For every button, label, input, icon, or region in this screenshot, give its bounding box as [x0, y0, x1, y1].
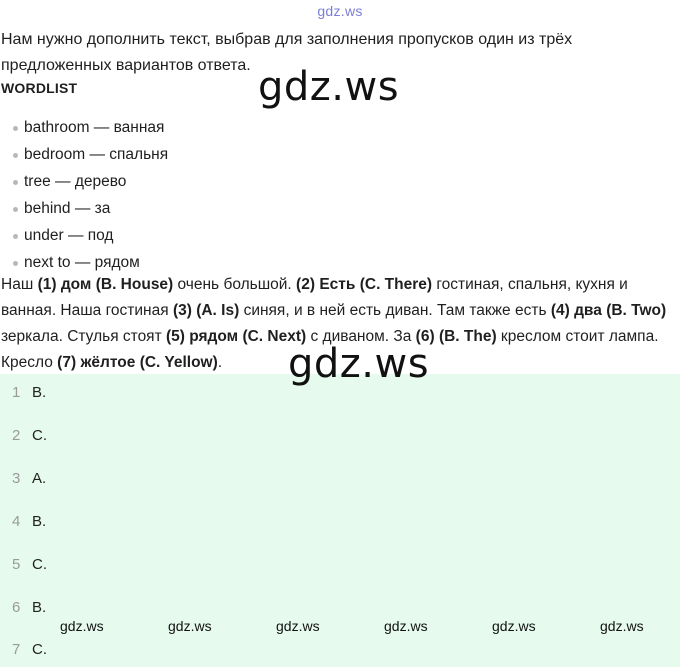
story-text: гостиная, спальня, кухня и ванная. Наша гостиная	[1, 276, 628, 319]
watermark-small: gdz.ws	[276, 618, 320, 634]
wordlist-heading: WORDLIST	[1, 80, 78, 96]
wordlist-item-text: bathroom — ванная	[24, 119, 165, 136]
story-text: Наш	[1, 276, 38, 293]
wordlist-item	[0, 141, 168, 168]
bullet-icon	[13, 234, 18, 239]
story-text: синяя, и в ней есть диван. Там также есть	[239, 302, 551, 319]
answer-value: C.	[32, 427, 47, 444]
gap-option: (B. House)	[95, 276, 174, 293]
gap-option: (B. The)	[438, 328, 497, 345]
story-text: .	[217, 354, 223, 371]
intro-text: Нам нужно дополнить текст, выбрав для заполнения пропусков один из трёх предложенных вариантов ответа.	[1, 31, 573, 74]
bullet-icon	[13, 180, 18, 185]
answer-value: B.	[32, 599, 47, 616]
wordlist-item-text: behind — за	[24, 200, 111, 217]
wordlist-item	[0, 195, 168, 222]
answer-value: C.	[32, 556, 47, 573]
gap-answer: Есть	[319, 276, 356, 293]
wordlist-item	[0, 168, 168, 195]
answer-number: 7	[12, 641, 21, 658]
answer-number: 1	[12, 384, 21, 401]
gap-number: (5)	[165, 328, 185, 345]
wordlist-item	[0, 222, 168, 249]
gap-option: (B. Two)	[606, 302, 667, 319]
story-text: очень большой.	[173, 276, 297, 293]
answer-number: 5	[12, 556, 21, 573]
answer-value: C.	[32, 641, 47, 658]
bullet-icon	[13, 261, 18, 266]
answer-number: 2	[12, 427, 21, 444]
watermark-small: gdz.ws	[492, 618, 536, 634]
answer-value: A.	[32, 470, 47, 487]
gap-number: (7)	[57, 354, 77, 371]
gap-option: (C. There)	[359, 276, 433, 293]
answer-value: B.	[32, 513, 47, 530]
gap-number: (3)	[172, 302, 192, 319]
wordlist-item-text: bedroom — спальня	[24, 146, 169, 163]
story-text: зеркала. Стулья стоят	[1, 328, 166, 345]
wordlist-item-text: next to — рядом	[24, 254, 140, 271]
gap-number: (6)	[415, 328, 435, 345]
watermark-small: gdz.ws	[60, 618, 104, 634]
bullet-icon	[13, 207, 18, 212]
answer-number: 3	[12, 470, 21, 487]
top-watermark: gdz.ws	[317, 3, 363, 19]
gap-number: (4)	[550, 302, 570, 319]
gap-option: (A. Is)	[196, 302, 240, 319]
gap-answer: рядом	[189, 328, 239, 345]
bullet-icon	[13, 153, 18, 158]
bullet-icon	[13, 126, 18, 131]
gap-answer: дом	[60, 276, 92, 293]
watermark-small: gdz.ws	[168, 618, 212, 634]
gap-number: (1)	[37, 276, 57, 293]
gap-number: (2)	[296, 276, 315, 293]
story-text: креслом стоит лампа. Кресло	[1, 328, 659, 371]
wordlist-item-text: under — под	[24, 227, 114, 244]
wordlist-item-text: tree — дерево	[24, 173, 127, 190]
gap-option: (C. Next)	[242, 328, 307, 345]
wordlist	[0, 114, 168, 276]
watermark-small: gdz.ws	[600, 618, 644, 634]
watermark-large: gdz.ws	[288, 341, 430, 387]
wordlist-item	[0, 114, 168, 141]
gap-answer: жёлтое	[80, 354, 136, 371]
story-text: с диваном. За	[306, 328, 416, 345]
gap-option: (C. Yellow)	[139, 354, 218, 371]
answer-number: 4	[12, 513, 21, 530]
watermark-small: gdz.ws	[384, 618, 428, 634]
gap-answer: два	[574, 302, 602, 319]
answer-number: 6	[12, 599, 21, 616]
watermark-large: gdz.ws	[258, 64, 400, 110]
answer-value: B.	[32, 384, 47, 401]
